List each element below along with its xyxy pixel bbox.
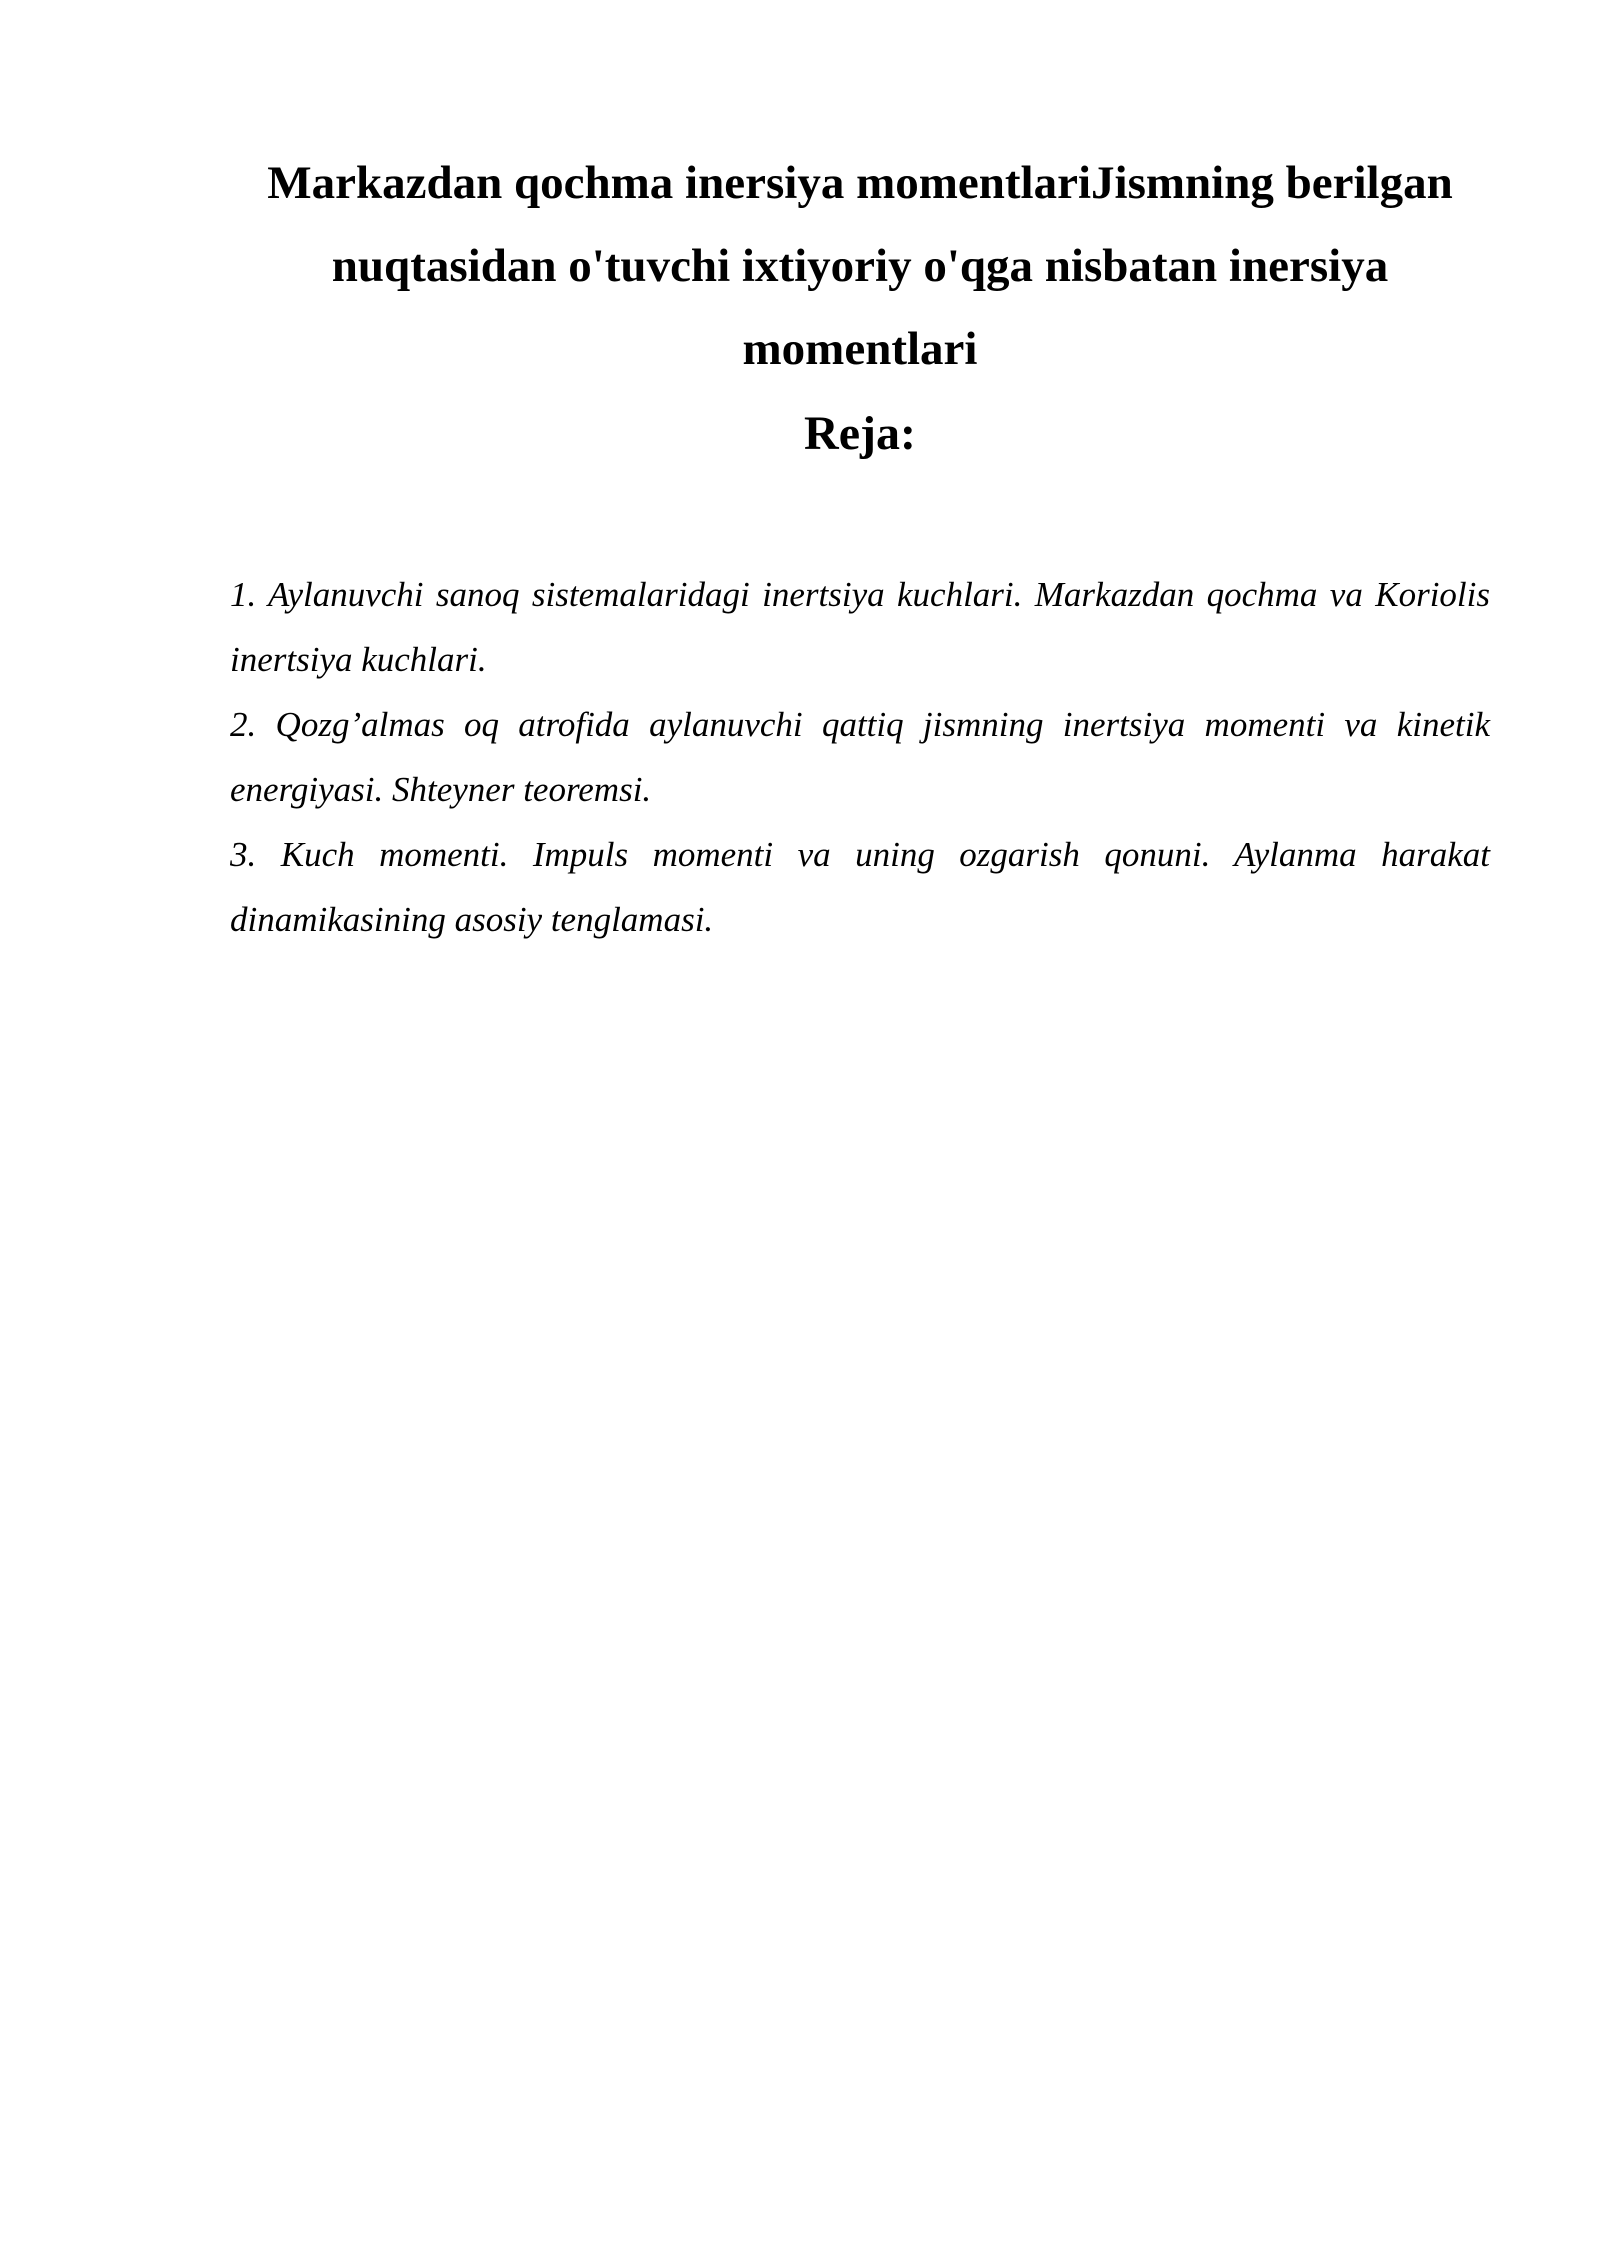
document-title: Markazdan qochma inersiya momentlariJismning berilgan nuqtasidan o'tuvchi ixtiyoriy o'qga nisbatan inersiya momentlari [267, 157, 1453, 375]
plan-heading: Reja: [804, 407, 916, 460]
plan-item-3: 3. Kuch momenti. Impuls momenti va uning ozgarish qonuni. Aylanma harakat dinamikasining asosiy tenglamasi. [230, 835, 1490, 939]
plan-item-1: 1. Aylanuvchi sanoq sistemalaridagi inertsiya kuchlari. Markazdan qochma va Koriolis inertsiya kuchlari. [230, 575, 1490, 679]
plan-list [230, 562, 1490, 952]
plan-item-2: 2. Qozg’almas oq atrofida aylanuvchi qattiq jismning inertsiya momenti va kinetik energiyasi. Shteyner teoremsi. [230, 705, 1490, 809]
